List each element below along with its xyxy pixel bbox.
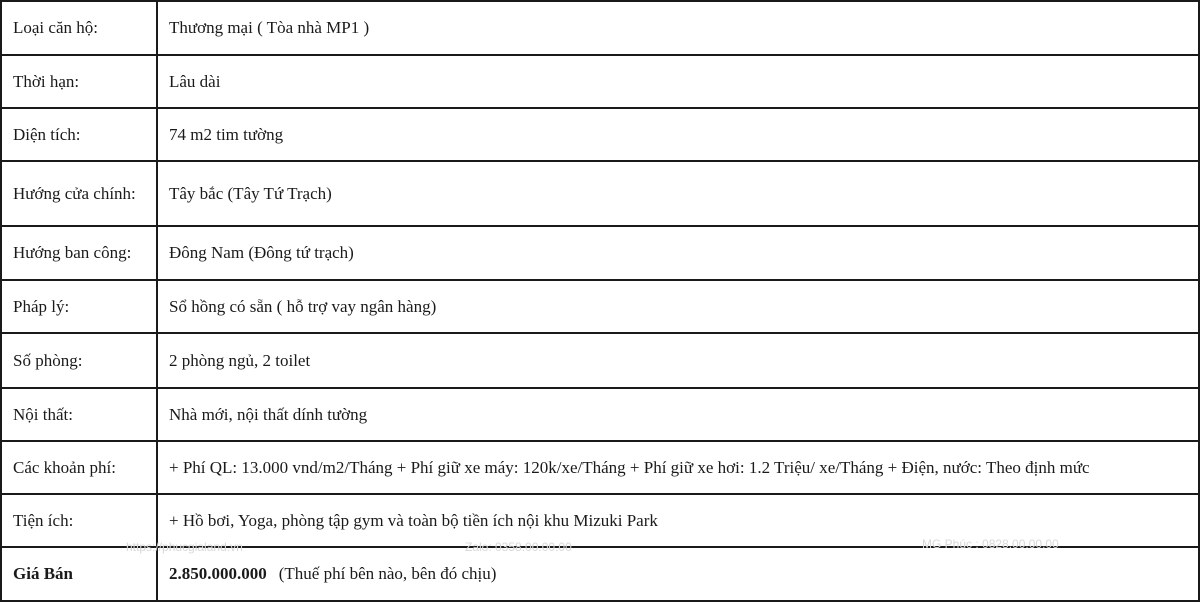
table-row [1, 441, 1199, 494]
price-value: 2.850.000.000 [169, 564, 267, 583]
table-row [1, 1, 1199, 55]
row-value: 74 m2 tim tường [157, 108, 1199, 161]
row-label: Thời hạn: [1, 55, 157, 108]
row-value: Tây bắc (Tây Tứ Trạch) [157, 161, 1199, 226]
watermark-zalo: Zalo: 0358.00.00.00 [465, 540, 572, 554]
row-label: Hướng ban công: [1, 226, 157, 280]
watermark-url: https://phucgialand.vn [126, 540, 243, 554]
table-row [1, 388, 1199, 441]
price-row [1, 547, 1199, 601]
table-row [1, 494, 1199, 547]
table-row [1, 226, 1199, 280]
row-label: Hướng cửa chính: [1, 161, 157, 226]
row-value: Đông Nam (Đông tứ trạch) [157, 226, 1199, 280]
row-label: Loại căn hộ: [1, 1, 157, 55]
table-row [1, 333, 1199, 388]
row-value: + Phí QL: 13.000 vnd/m2/Tháng + Phí giữ xe máy: 120k/xe/Tháng + Phí giữ xe hơi: 1.2 Triệu/ xe/Tháng + Điện, nước: Theo định mức [157, 441, 1199, 494]
table-row [1, 108, 1199, 161]
row-label: Diện tích: [1, 108, 157, 161]
row-value: Sổ hồng có sẵn ( hỗ trợ vay ngân hàng) [157, 280, 1199, 333]
price-label: Giá Bán [1, 547, 157, 601]
row-label: Nội thất: [1, 388, 157, 441]
price-cell [157, 547, 1199, 601]
watermark-phone: MG Phúc : 0828.00.00.00 [922, 537, 1059, 551]
row-label: Số phòng: [1, 333, 157, 388]
price-note: (Thuế phí bên nào, bên đó chịu) [278, 564, 497, 583]
row-value: Lâu dài [157, 55, 1199, 108]
table-row [1, 280, 1199, 333]
row-label: Pháp lý: [1, 280, 157, 333]
row-label: Tiện ích: [1, 494, 157, 547]
row-value: + Hồ bơi, Yoga, phòng tập gym và toàn bộ tiền ích nội khu Mizuki Park [157, 494, 1199, 547]
row-label: Các khoản phí: [1, 441, 157, 494]
row-value: Thương mại ( Tòa nhà MP1 ) [157, 1, 1199, 55]
row-value: 2 phòng ngủ, 2 toilet [157, 333, 1199, 388]
table-row [1, 161, 1199, 226]
table-row [1, 55, 1199, 108]
row-value: Nhà mới, nội thất dính tường [157, 388, 1199, 441]
